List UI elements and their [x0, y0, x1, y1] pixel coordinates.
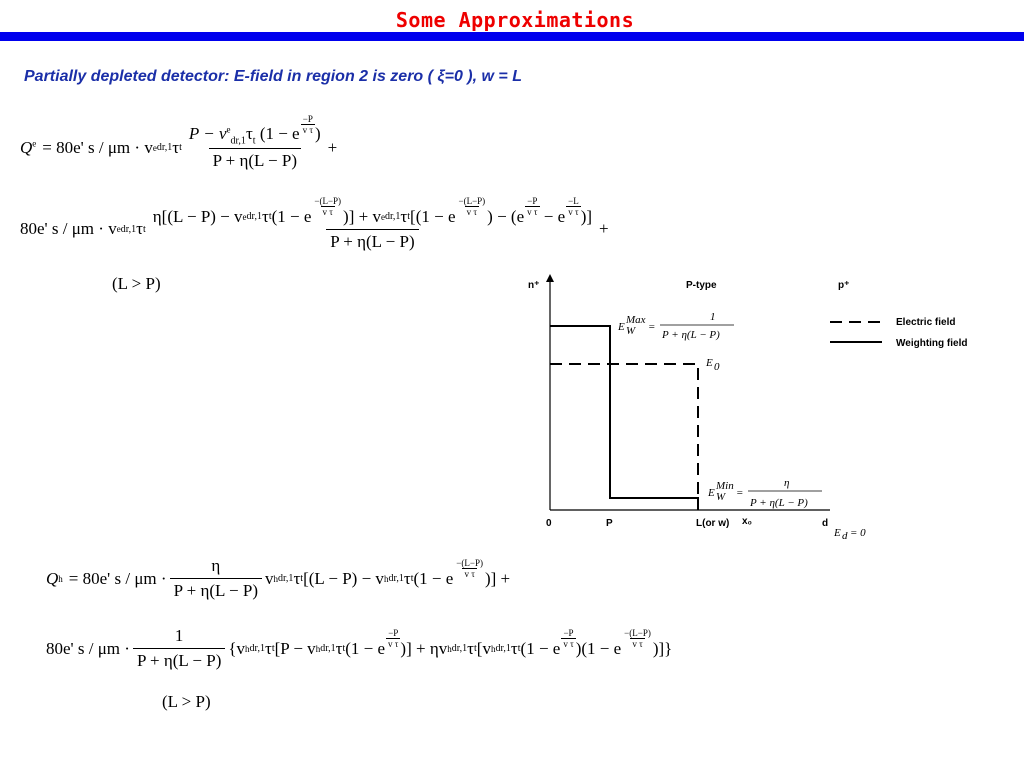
label-pplus: p⁺	[838, 280, 850, 291]
svg-text:1: 1	[710, 311, 716, 323]
eq1-line2-fraction: η[(L − P) − v e dr,1 τ t (1 − e −(L−P) v τ )] + v e dr,1 τ t [(1 − e −(L−P) v τ ) − (e −P v τ − e −L v τ )] P + η(L − P)	[152, 196, 593, 251]
eq1-lhs-sup: e	[32, 138, 37, 149]
electric-field-line	[550, 364, 698, 510]
svg-text:η: η	[784, 477, 790, 489]
svg-text:0: 0	[714, 361, 720, 373]
eq2-lhs-sup: h	[58, 573, 63, 584]
svg-text:=: =	[736, 487, 744, 499]
ew-min-label	[707, 477, 822, 509]
eq2-line2-frac-den: P + η(L − P)	[133, 648, 225, 671]
legend-weighting-label: Weighting field	[896, 338, 968, 349]
eq2-frac-num: η	[211, 556, 221, 575]
hole-charge-equation-line-2: 80e' s / μm · $\frac{1}{P + \eta(L - P)}$ {v h dr,1 τ t [P − v h dr,1 τ t (1 − e −P v τ )] + ηv h dr,1 τ t [v h dr,1 τ t (1 − e −P v τ )(1 − e −(L−P) v τ )]}	[46, 626, 673, 670]
eq2-line2-fraction	[133, 626, 225, 671]
svg-text:= 0: = 0	[850, 527, 866, 539]
eq1-condition: (L > P)	[112, 274, 161, 293]
svg-text:E: E	[708, 487, 715, 499]
eq2-line2-exp1: −P	[388, 628, 399, 638]
weighting-field-line	[550, 326, 698, 510]
eq1-line2-prefix: 80e' s / μm · v	[20, 219, 117, 238]
eq2-line2-exp3: −(L−P)	[624, 628, 651, 638]
eq1-prefix: = 80e' s / μm · v	[42, 137, 153, 157]
eq1-v-sup: e	[152, 142, 157, 153]
eq1-exp-top: −P	[302, 114, 313, 125]
eq1-tau-sub: t	[179, 142, 182, 154]
tick-d: d	[822, 518, 829, 529]
eq2-condition: (L > P)	[162, 692, 211, 711]
eq1-den: P + η(L − P)	[209, 148, 301, 171]
eq1-lhs: Q	[20, 137, 33, 157]
svg-text:P + η(L − P): P + η(L − P)	[750, 497, 808, 509]
ew-max-label	[617, 311, 734, 341]
hole-charge-equation-line-1: Q h = 80e' s / μm · $\frac{\eta}{P + \eta(L - P)}$ v h dr,1 τ t [(L − P) − v h dr,1 τ t (1 − e −(L−P) v τ )] +	[46, 556, 511, 600]
eq2-line2-prefix: 80e' s / μm ·	[46, 638, 130, 658]
eq1-num-tail: τ	[245, 124, 253, 143]
eq1-plus: +	[327, 137, 338, 157]
svg-text:Min: Min	[716, 480, 734, 492]
svg-text:W: W	[716, 491, 726, 503]
eq1-line2-exp3: −P	[527, 196, 538, 206]
e0-label	[705, 357, 720, 373]
eq1-num-paren: (1 − e	[259, 124, 300, 143]
eq2-prefix: = 80e' s / μm ·	[68, 568, 167, 588]
svg-text:=: =	[648, 321, 656, 333]
eq2-frac-den: P + η(L − P)	[170, 578, 262, 601]
eq2-line2-exp2: −P	[563, 628, 574, 638]
eq2-lhs: Q	[46, 568, 59, 588]
svg-text:P + η(L − P): P + η(L − P)	[662, 329, 720, 341]
y-axis-arrow	[546, 274, 554, 282]
svg-text:E: E	[618, 321, 625, 333]
eq1-fraction: $P - v^e_{dr,1}\tau_t$ (1 − e $\frac{-P}{\text{v τ}}$ ) P + η(L − P)	[188, 114, 321, 171]
eq1-tau: τ	[172, 137, 180, 157]
eq1-num: P − v	[188, 124, 227, 143]
slide-subtitle: Partially depleted detector: E-field in region 2 is zero ( ξ=0 ), w = L	[24, 68, 522, 85]
title-rule-bar	[0, 32, 1024, 41]
label-nplus: n⁺	[528, 280, 540, 291]
svg-text:W: W	[626, 325, 636, 337]
eq1-line2-exp1: −(L−P)	[314, 196, 342, 206]
legend-electric-label: Electric field	[896, 317, 956, 328]
ed-label	[833, 527, 866, 540]
eq1-line2-exp4: −L	[568, 196, 579, 206]
svg-text:d: d	[842, 530, 848, 540]
eq1-num-close: )	[314, 124, 321, 143]
electron-charge-equation-line-2: 80e' s / μm · v e dr,1 τ t η[(L − P) − v e dr,1 τ t (1 − e −(L−P) v τ )] + v e dr,1 τ t [(1 − e −(L−P) v τ ) − (e −P v τ − e −L v τ )] P + η(L − P) +	[20, 196, 609, 251]
tick-x0: x₀	[742, 516, 753, 527]
electron-charge-equation-line-1	[20, 114, 338, 171]
svg-text:E: E	[706, 357, 713, 369]
eq2-exp: −(L−P)	[456, 558, 483, 568]
label-ptype: P-type	[686, 280, 717, 291]
eq1-v-sub: dr,1	[156, 142, 173, 154]
eq1-exp-bot: v τ	[302, 125, 313, 136]
svg-text:Max: Max	[626, 314, 646, 326]
eq1-line2-exp2: −(L−P)	[458, 196, 486, 206]
tick-0: 0	[546, 518, 552, 529]
eq1-line2-plus: +	[599, 219, 609, 238]
svg-text:E: E	[834, 527, 841, 539]
slide-title: Some Approximations	[395, 8, 635, 32]
eq2-line2-frac-num: 1	[174, 626, 184, 645]
eq2-fraction	[170, 556, 262, 601]
tick-L: L(or w)	[696, 518, 730, 529]
field-diagram	[520, 270, 1020, 540]
tick-P: P	[606, 518, 613, 529]
eq1-line2-den: P + η(L − P)	[326, 229, 418, 252]
